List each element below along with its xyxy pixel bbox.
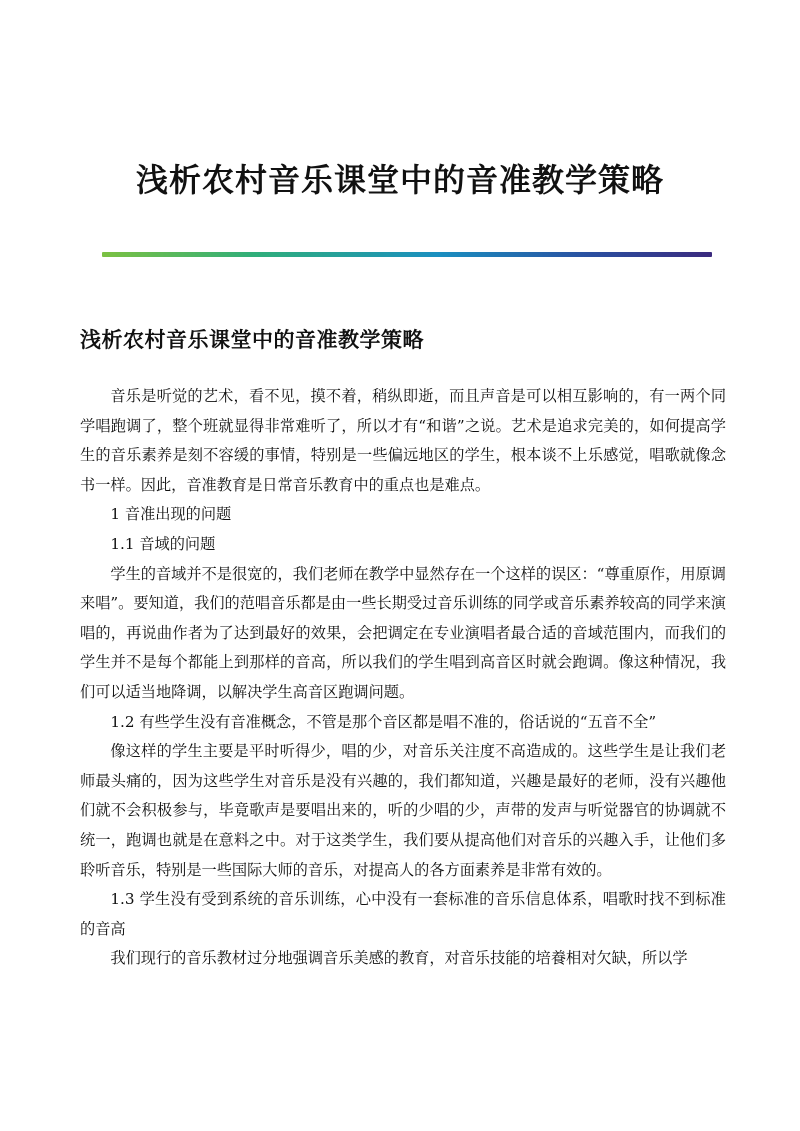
intro-paragraph: 音乐是听觉的艺术，看不见，摸不着，稍纵即逝，而且声音是可以相互影响的，有一两个同学唱跑调了，整个班就显得非常难听了，所以才有“和谐”之说。艺术是追求完美的，如何提高学生的音乐素养是刻不容缓的事情，特别是一些偏远地区的学生，根本谈不上乐感觉，唱歌就像念书一样。因此，音准教育是日常音乐教育中的重点也是难点。 [80,387,726,494]
paragraph-1-2: 像这样的学生主要是平时听得少，唱的少，对音乐关注度不高造成的。这些学生是让我们老师最头痛的，因为这些学生对音乐是没有兴趣的，我们都知道，兴趣是最好的老师，没有兴趣他们就不会积极参与，毕竟歌声是要唱出来的，听的少唱的少，声带的发声与听觉器官的协调就不统一，跑调也就是在意料之中。对于这类学生，我们要从提高他们对音乐的兴趣入手，让他们多聆听音乐，特别是一些国际大师的音乐，对提高人的各方面素养是非常有效的。 [80,742,726,879]
paragraph-1-1: 学生的音域并不是很宽的，我们老师在教学中显然存在一个这样的误区：“尊重原作，用原调来唱”。要知道，我们的范唱音乐都是由一些长期受过音乐训练的同学或音乐素养较高的同学来演唱的，再说曲作者为了达到最好的效果，会把调定在专业演唱者最合适的音域范围内，而我们的学生并不是每个都能上到那样的音高，所以我们的学生唱到高音区时就会跑调。像这种情况，我们可以适当地降调，以解决学生高音区跑调问题。 [80,564,726,701]
title-divider [102,252,712,257]
subheading-1-2: 1.2 有些学生没有音准概念，不管是那个音区都是唱不准的，俗话说的“五音不全” [110,712,657,731]
subheading-1-1: 1.1 音域的问题 [110,534,216,553]
subheading-1: 1 音准出现的问题 [110,505,232,524]
article-body [80,382,726,974]
subheading-1-3: 1.3 学生没有受到系统的音乐训练，心中没有一套标准的音乐信息体系，唱歌时找不到标准的音高 [80,890,726,938]
document-title: 浅析农村音乐课堂中的音准教学策略 [135,161,664,199]
section-heading: 浅析农村音乐课堂中的音准教学策略 [80,327,424,352]
paragraph-1-3: 我们现行的音乐教材过分地强调音乐美感的教育，对音乐技能的培養相对欠缺，所以学 [110,949,688,968]
